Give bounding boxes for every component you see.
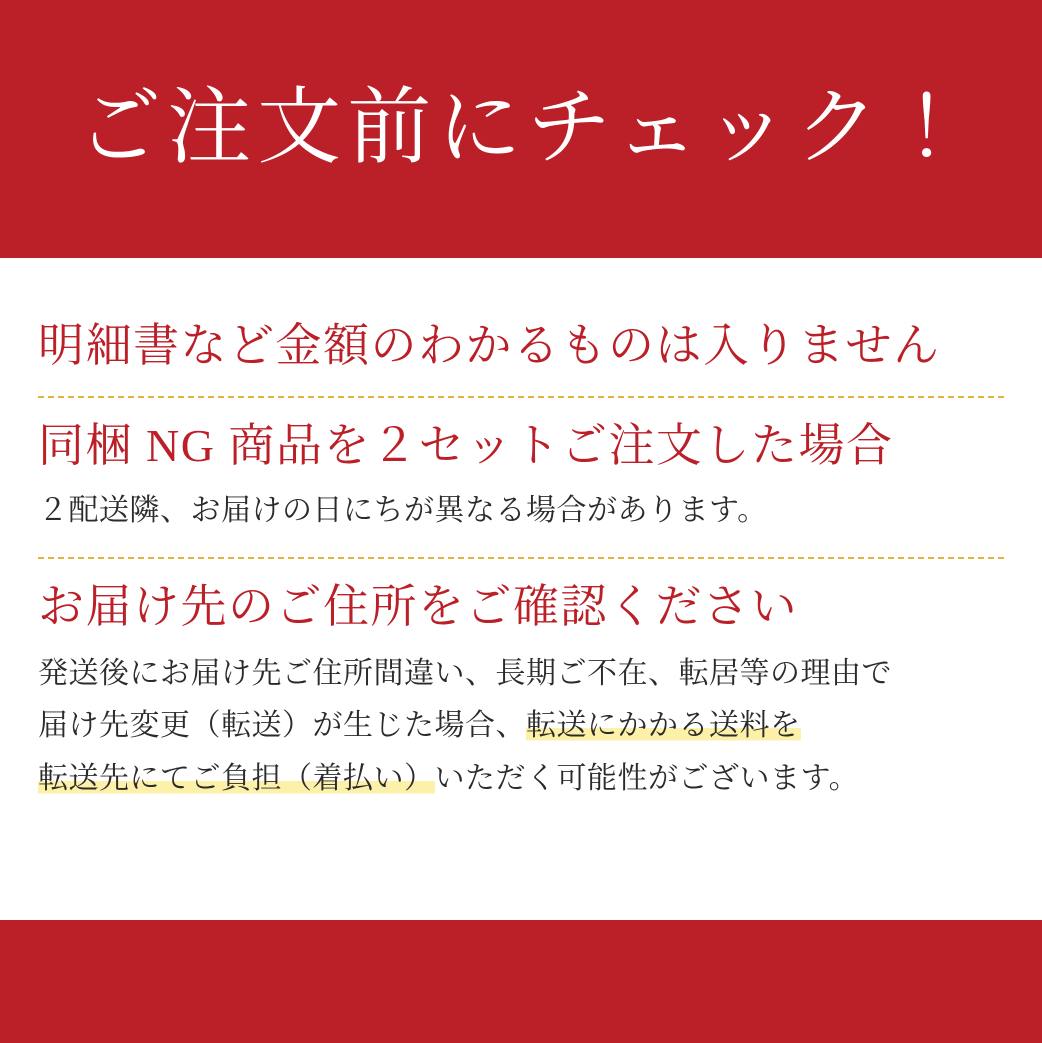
section-3-body-line-2-highlight: 転送にかかる送料を bbox=[526, 709, 801, 743]
top-banner bbox=[0, 0, 1042, 258]
divider-1 bbox=[38, 396, 1004, 398]
section-3-body-line-2 bbox=[38, 703, 1004, 750]
section-3-body-line-3 bbox=[38, 756, 1004, 803]
section-3-body-line-2-plain: 届け先変更（転送）が生じた場合、 bbox=[38, 709, 526, 743]
notice-section-2 bbox=[38, 418, 1004, 535]
notice-section-3 bbox=[38, 579, 1004, 803]
section-3-heading: お届け先のご住所をご確認ください bbox=[38, 580, 798, 632]
section-3-body-line-3-plain: いただく可能性がございます。 bbox=[434, 761, 860, 795]
section-3-body-line-3-highlight: 転送先にてご負担（着払い） bbox=[38, 761, 435, 795]
section-2-body-line-1: ２配送隣、お届けの日にちが異なる場合があります。 bbox=[38, 494, 768, 528]
divider-2 bbox=[38, 557, 1004, 559]
section-3-body-line-1: 発送後にお届け先ご住所間違い、長期ご不在、転居等の理由で bbox=[38, 656, 892, 690]
notice-content bbox=[0, 258, 1042, 920]
bottom-banner bbox=[0, 920, 1042, 1043]
notice-section-1 bbox=[38, 318, 1004, 374]
section-2-heading: 同梱 NG 商品を２セットご注文した場合 bbox=[38, 420, 894, 472]
section-1-heading: 明細書など金額のわかるものは入りません bbox=[38, 320, 941, 371]
page-title: ご注文前にチェック！ bbox=[77, 82, 975, 175]
